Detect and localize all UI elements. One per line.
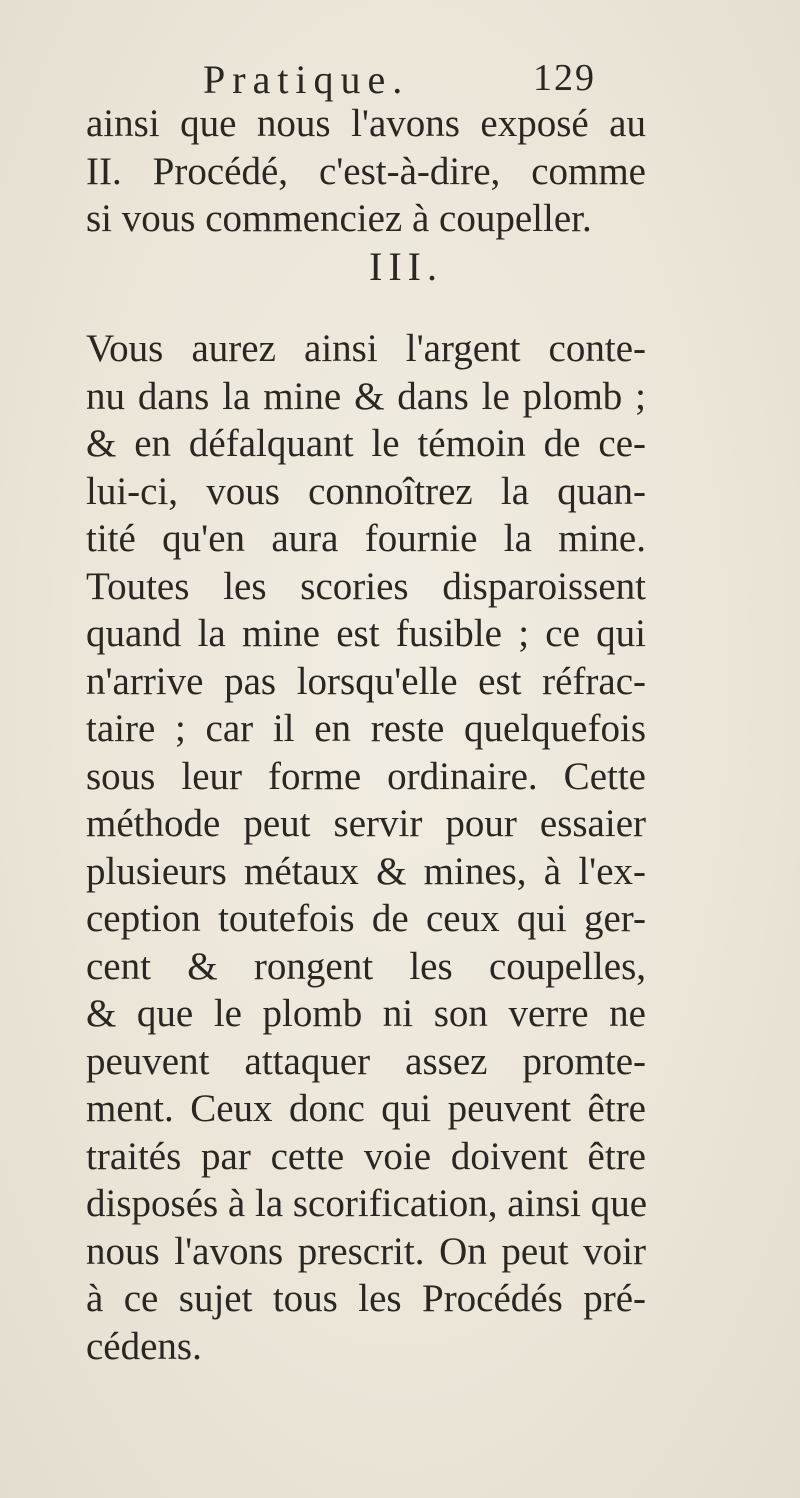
text-line: ment. Ceux donc qui peuvent être [86,1087,646,1130]
text-line: quand la mine est fusible ; ce qui [86,612,646,655]
text-line: n'arrive pas lorsqu'elle est réfrac- [86,659,646,703]
text-line: disposés à la scorification, ainsi que [86,1182,648,1225]
text-line: Vous aurez ainsi l'argent conte- [86,327,646,370]
text-line: taire ; car il en reste quelquefois [86,707,646,750]
paragraph-continued [86,100,646,243]
text-line: lui-ci, vous connoîtrez la quan- [86,469,646,513]
text-line: tité qu'en aura fournie la mine. [86,517,646,560]
text-line: & en défalquant le témoin de ce- [86,422,646,465]
text-line: si vous commenciez à coupeller. [86,197,592,240]
text-line: ainsi que nous l'avons exposé au [86,102,646,145]
text-line: nu dans la mine & dans le plomb ; [86,374,646,418]
text-line: méthode peut servir pour essaier [86,802,646,845]
text-line: cédens. [86,1324,202,1368]
text-line: ception toutefois de ceux qui ger- [86,897,646,940]
paragraph-main [86,325,646,1370]
text-line: & que le plomb ni son verre ne [86,992,646,1035]
text-line: II. Procédé, c'est-à-dire, comme [86,149,646,193]
text-line: à ce sujet tous les Procédés pré- [86,1277,646,1320]
text-line: peuvent attaquer assez promte- [86,1039,646,1083]
text-line: sous leur forme ordinaire. Cette [86,754,646,798]
text-line: cent & rongent les coupelles, [86,944,646,988]
page-header [0,56,800,106]
text-line: plusieurs métaux & mines, à l'ex- [86,849,646,893]
section-heading: III. [369,244,443,289]
text-line: traités par cette voie doivent être [86,1134,646,1178]
running-head: Pratique. [203,57,410,102]
text-line: Toutes les scories disparoissent [86,564,646,608]
text-line: nous l'avons prescrit. On peut voir [86,1229,646,1273]
page-number: 129 [533,57,596,99]
